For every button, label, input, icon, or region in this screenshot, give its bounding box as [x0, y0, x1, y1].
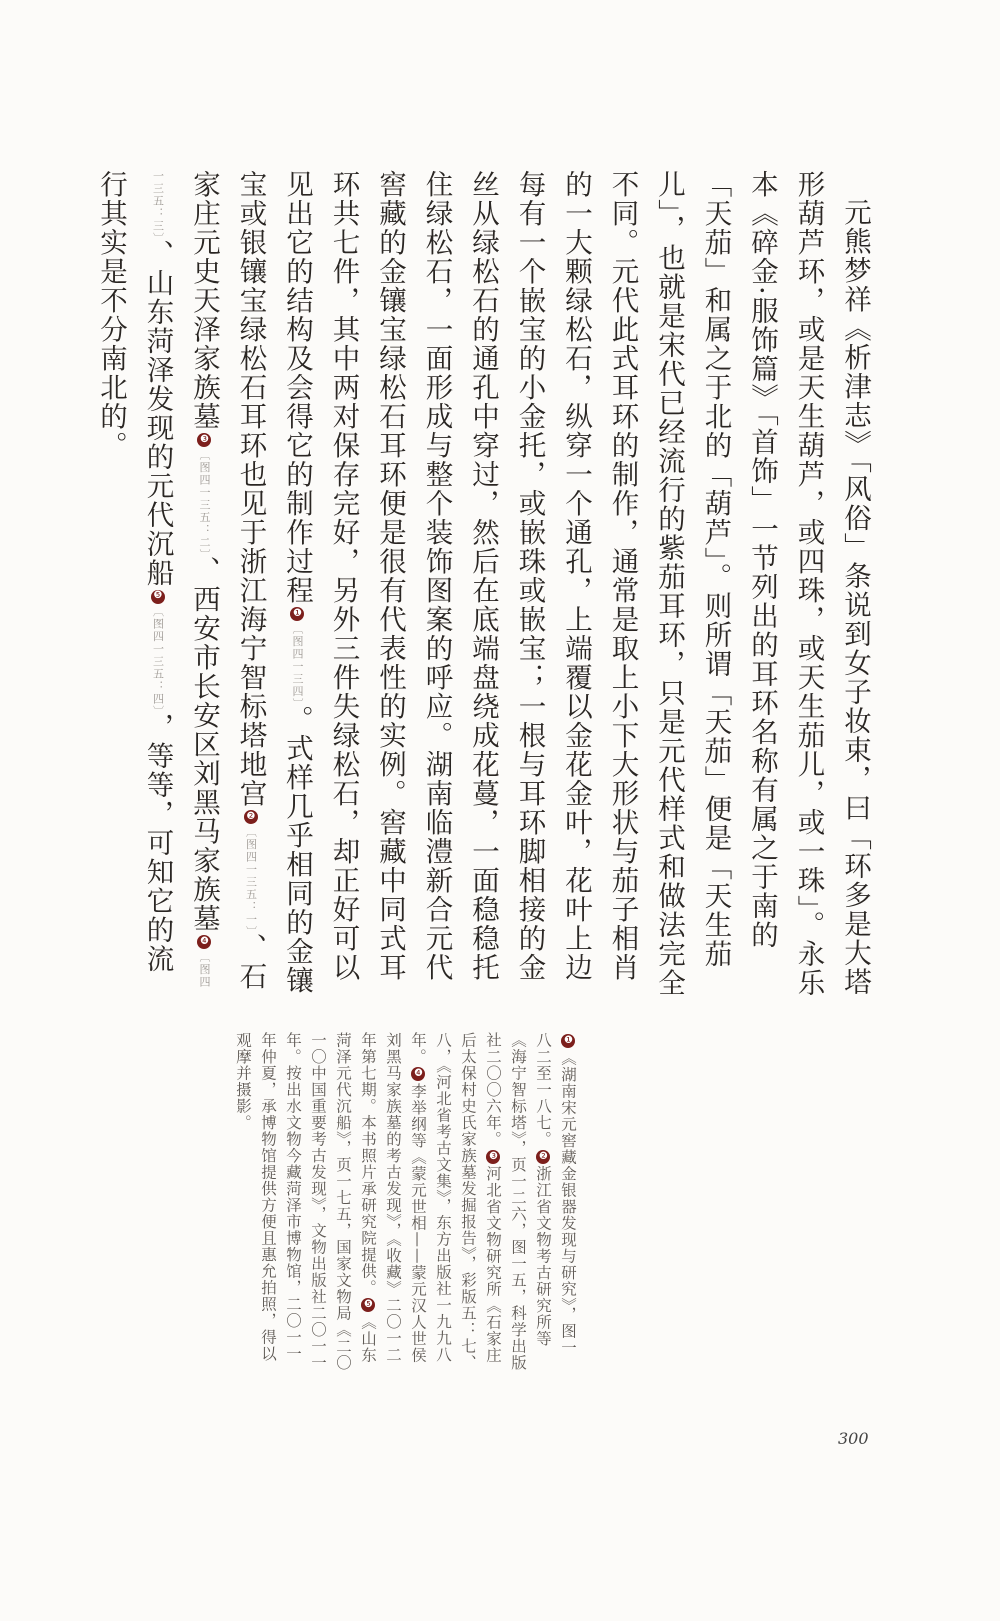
figure-ref-1: 〔图四一三四〕: [291, 623, 304, 705]
footnote-marker-3: ❸: [199, 433, 210, 447]
page-number: 300: [838, 1429, 869, 1448]
footnote-number-2: ❷: [538, 1150, 549, 1163]
footnote-marker-5: ❺: [152, 590, 164, 603]
footnote-1: 《湖南宋元窖藏金银器发现与研究》，图一八二至一八七。: [534, 1032, 577, 1356]
footnote-5: 《山东菏泽元代沉船》，页一七五，国家文物局《二〇一〇中国重要考古发现》，文物出版社二〇一一年。按出水文物今藏菏泽市博物馆，二〇一一年仲夏，承博物馆提供方便且惠允拍照，得以观摩并摄影。: [234, 1032, 377, 1371]
body-segment-4: 、西安市长安区刘黑马家族墓: [188, 556, 220, 933]
body-segment-3: 、石家庄元史天泽家族墓: [188, 170, 267, 991]
footnote-number-5: ❺: [363, 1299, 374, 1311]
figure-ref-2: 〔图四一三五：一〕: [244, 826, 258, 933]
footnote-marker-1: ❶: [292, 607, 303, 621]
body-segment-2: 。式样几乎相同的金镶宝或银镶宝绿松石耳环也见于浙江海宁智标塔地宫: [234, 170, 313, 995]
footnotes: [130, 1032, 580, 1372]
footnote-number-1: ❶: [563, 1035, 574, 1047]
footnote-3: 河北省文物研究所《石家庄后太保村史氏家族墓发掘报告》，彩版五：七、八，《河北省考古文集》，东方出版社一九九八年。: [409, 1032, 502, 1371]
body-segment-5: 、山东菏泽发现的元代沉船: [141, 239, 174, 588]
footnote-4: 李举纲等《蒙元世相——蒙元汉人世侯刘黑马家族墓的考古发现》，《收藏》二〇一二年第七期。本书照片承研究院提供。: [359, 1032, 427, 1364]
figure-ref-5: 〔图四一三五：四〕: [151, 605, 165, 713]
body-segment-6: ，等等，可知它的流行其实是不分南北的。: [95, 170, 174, 974]
footnote-marker-2: ❷: [245, 810, 257, 824]
footnote-marker-4: ❹: [199, 935, 210, 949]
footnote-number-4: ❹: [413, 1068, 424, 1080]
footnote-number-3: ❸: [488, 1150, 499, 1163]
figure-ref-3: 〔图四一三五：二〕: [198, 449, 211, 556]
footnote-2: 浙江省文物考古研究所等《海宁智标塔》，页一二六，图一五，科学出版社二〇〇六年。: [484, 1032, 552, 1371]
figure-ref-4: 〔图四一三五：三〕: [151, 170, 211, 989]
paragraph: [88, 170, 879, 1000]
body-segment-1: 元熊梦祥《析津志》「风俗」条说到女子妆束，曰「环多是大塔形葫芦环，或是天生葫芦，或四珠，或天生茄儿，或一珠」。永乐本《碎金·服饰篇》「首饰」一节列出的耳环名称有属之于南的「天茄」和属之于北的「葫芦」。则所谓「天茄」便是「天生茄儿」，也就是宋代已经流行的紫茄耳环，只是元代样式和做法完全不同。元代此式耳环的制作，通常是取上小下大形状与茄子相肖的一大颗绿松石，纵穿一个通孔，上端覆以金花金叶，花叶上边每有一个嵌宝的小金托，或嵌珠或嵌宝；一根与耳环脚相接的金丝从绿松石的通孔中穿过，然后在底端盘绕成花蔓，一面稳稳托住绿松石，一面形成与整个装饰图案的呼应。湖南临澧新合元代窖藏的金镶宝绿松石耳环便是很有代表性的实例。窖藏中同式耳环共七件，其中两对保存完好，另外三件失绿松石，却正好可以见出它的结构及会得它的制作过程: [281, 170, 871, 998]
body-text: [95, 170, 878, 1000]
